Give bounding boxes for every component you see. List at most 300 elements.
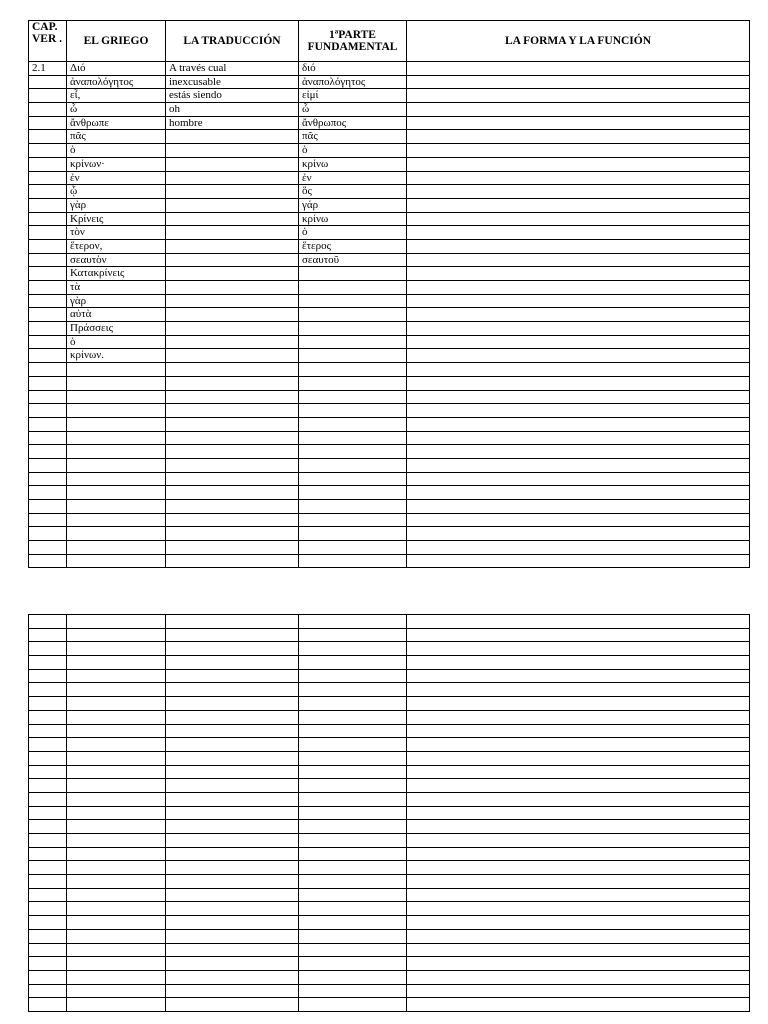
cell-el-griego: Διό — [67, 62, 166, 76]
cell-parte-fundamental — [299, 888, 407, 902]
cell-el-griego — [67, 820, 166, 834]
cell-forma-funcion — [407, 212, 750, 226]
table-row — [29, 998, 750, 1012]
cell-cap-ver — [29, 322, 67, 336]
cell-el-griego: γὰρ — [67, 294, 166, 308]
cell-forma-funcion — [407, 792, 750, 806]
table-row — [29, 916, 750, 930]
table-row — [29, 943, 750, 957]
header-forma-funcion: LA FORMA Y LA FUNCIÓN — [407, 21, 750, 62]
cell-cap-ver — [29, 116, 67, 130]
cell-forma-funcion — [407, 89, 750, 103]
table-row — [29, 554, 750, 568]
cell-la-traduccion — [166, 335, 299, 349]
table-row — [29, 431, 750, 445]
cell-la-traduccion — [166, 212, 299, 226]
cell-cap-ver — [29, 929, 67, 943]
cell-cap-ver — [29, 697, 67, 711]
cell-la-traduccion: estás siendo — [166, 89, 299, 103]
cell-forma-funcion — [407, 500, 750, 514]
cell-parte-fundamental — [299, 458, 407, 472]
cell-el-griego — [67, 929, 166, 943]
cell-parte-fundamental: ὅς — [299, 185, 407, 199]
cell-el-griego — [67, 765, 166, 779]
cell-forma-funcion — [407, 541, 750, 555]
cell-parte-fundamental — [299, 628, 407, 642]
cell-la-traduccion — [166, 792, 299, 806]
table-row — [29, 404, 750, 418]
cell-la-traduccion — [166, 738, 299, 752]
cell-el-griego — [67, 792, 166, 806]
cell-la-traduccion — [166, 820, 299, 834]
cell-parte-fundamental — [299, 779, 407, 793]
cell-el-griego: αὐτὰ — [67, 308, 166, 322]
cell-el-griego — [67, 669, 166, 683]
cell-el-griego — [67, 751, 166, 765]
cell-forma-funcion — [407, 349, 750, 363]
cell-el-griego — [67, 970, 166, 984]
cell-forma-funcion — [407, 943, 750, 957]
cell-cap-ver — [29, 875, 67, 889]
cell-parte-fundamental — [299, 916, 407, 930]
cell-parte-fundamental — [299, 335, 407, 349]
cell-forma-funcion — [407, 642, 750, 656]
cell-cap-ver — [29, 806, 67, 820]
table-row — [29, 75, 750, 89]
cell-el-griego — [67, 486, 166, 500]
cell-cap-ver — [29, 212, 67, 226]
cell-el-griego — [67, 363, 166, 377]
cell-el-griego: ἀναπολόγητος — [67, 75, 166, 89]
cell-cap-ver — [29, 130, 67, 144]
cell-cap-ver — [29, 861, 67, 875]
cell-el-griego: ἕτερον, — [67, 239, 166, 253]
cell-forma-funcion — [407, 957, 750, 971]
cell-parte-fundamental — [299, 820, 407, 834]
cell-cap-ver — [29, 226, 67, 240]
cell-el-griego — [67, 390, 166, 404]
cell-cap-ver — [29, 445, 67, 459]
cell-la-traduccion — [166, 751, 299, 765]
cell-cap-ver — [29, 198, 67, 212]
cell-parte-fundamental: πᾶς — [299, 130, 407, 144]
cell-forma-funcion — [407, 226, 750, 240]
cell-cap-ver — [29, 820, 67, 834]
cell-el-griego — [67, 724, 166, 738]
cell-cap-ver — [29, 294, 67, 308]
cell-parte-fundamental: ὦ — [299, 103, 407, 117]
cell-el-griego: ὁ — [67, 335, 166, 349]
cell-la-traduccion — [166, 957, 299, 971]
cell-la-traduccion — [166, 628, 299, 642]
cell-cap-ver — [29, 834, 67, 848]
cell-forma-funcion — [407, 417, 750, 431]
table-row — [29, 806, 750, 820]
table-row — [29, 198, 750, 212]
cell-parte-fundamental — [299, 554, 407, 568]
table-row — [29, 628, 750, 642]
cell-la-traduccion — [166, 185, 299, 199]
cell-cap-ver — [29, 89, 67, 103]
cell-forma-funcion — [407, 62, 750, 76]
cell-el-griego — [67, 710, 166, 724]
cell-el-griego — [67, 998, 166, 1012]
continuation-table — [28, 614, 750, 1012]
table-row — [29, 363, 750, 377]
table-row — [29, 710, 750, 724]
cell-el-griego: ἐν — [67, 171, 166, 185]
table-row — [29, 253, 750, 267]
cell-cap-ver — [29, 349, 67, 363]
cell-forma-funcion — [407, 765, 750, 779]
cell-cap-ver — [29, 390, 67, 404]
cell-parte-fundamental: κρίνω — [299, 157, 407, 171]
table-row — [29, 294, 750, 308]
vocabulary-table — [28, 20, 750, 568]
cell-cap-ver — [29, 431, 67, 445]
cell-el-griego — [67, 984, 166, 998]
cell-parte-fundamental — [299, 349, 407, 363]
table-row — [29, 226, 750, 240]
table-row — [29, 267, 750, 281]
cell-forma-funcion — [407, 486, 750, 500]
cell-la-traduccion — [166, 779, 299, 793]
cell-forma-funcion — [407, 669, 750, 683]
table-row — [29, 390, 750, 404]
cell-parte-fundamental — [299, 376, 407, 390]
cell-forma-funcion — [407, 253, 750, 267]
cell-el-griego — [67, 554, 166, 568]
cell-cap-ver — [29, 376, 67, 390]
cell-la-traduccion — [166, 929, 299, 943]
cell-parte-fundamental: γάρ — [299, 198, 407, 212]
cell-parte-fundamental — [299, 322, 407, 336]
cell-el-griego: πᾶς — [67, 130, 166, 144]
table-row — [29, 157, 750, 171]
cell-forma-funcion — [407, 404, 750, 418]
cell-cap-ver — [29, 185, 67, 199]
cell-forma-funcion — [407, 710, 750, 724]
cell-cap-ver — [29, 738, 67, 752]
cell-cap-ver — [29, 916, 67, 930]
table-row — [29, 445, 750, 459]
table-row — [29, 472, 750, 486]
cell-parte-fundamental: ἕτερος — [299, 239, 407, 253]
cell-el-griego — [67, 834, 166, 848]
cell-cap-ver — [29, 888, 67, 902]
cell-cap-ver — [29, 267, 67, 281]
cell-la-traduccion — [166, 943, 299, 957]
cell-la-traduccion — [166, 834, 299, 848]
cell-parte-fundamental: κρίνω — [299, 212, 407, 226]
cell-parte-fundamental: σεαυτοῦ — [299, 253, 407, 267]
cell-parte-fundamental — [299, 281, 407, 295]
table-row — [29, 779, 750, 793]
cell-la-traduccion — [166, 554, 299, 568]
cell-forma-funcion — [407, 157, 750, 171]
table-row — [29, 239, 750, 253]
cell-parte-fundamental — [299, 683, 407, 697]
cell-el-griego — [67, 376, 166, 390]
cell-parte-fundamental: ἄνθρωπος — [299, 116, 407, 130]
cell-forma-funcion — [407, 615, 750, 629]
cell-la-traduccion — [166, 500, 299, 514]
table-row — [29, 185, 750, 199]
cell-cap-ver — [29, 683, 67, 697]
cell-cap-ver — [29, 724, 67, 738]
table-row — [29, 322, 750, 336]
cell-forma-funcion — [407, 834, 750, 848]
table-row — [29, 847, 750, 861]
cell-parte-fundamental — [299, 710, 407, 724]
table-row — [29, 738, 750, 752]
cell-cap-ver — [29, 171, 67, 185]
cell-parte-fundamental — [299, 697, 407, 711]
cell-forma-funcion — [407, 376, 750, 390]
cell-el-griego — [67, 697, 166, 711]
cell-parte-fundamental — [299, 642, 407, 656]
cell-forma-funcion — [407, 472, 750, 486]
cell-la-traduccion — [166, 198, 299, 212]
cell-forma-funcion — [407, 751, 750, 765]
cell-el-griego: τὰ — [67, 281, 166, 295]
cell-cap-ver — [29, 308, 67, 322]
cell-el-griego: ὁ — [67, 144, 166, 158]
cell-parte-fundamental — [299, 957, 407, 971]
cell-la-traduccion — [166, 445, 299, 459]
cell-cap-ver — [29, 335, 67, 349]
cell-el-griego: Κατακρίνεις — [67, 267, 166, 281]
cell-parte-fundamental — [299, 656, 407, 670]
cell-la-traduccion — [166, 902, 299, 916]
cell-la-traduccion — [166, 404, 299, 418]
table-row — [29, 349, 750, 363]
cell-cap-ver — [29, 363, 67, 377]
cell-parte-fundamental — [299, 472, 407, 486]
cell-la-traduccion — [166, 281, 299, 295]
cell-el-griego — [67, 875, 166, 889]
cell-forma-funcion — [407, 198, 750, 212]
cell-el-griego: κρίνων· — [67, 157, 166, 171]
cell-el-griego: σεαυτὸν — [67, 253, 166, 267]
cell-parte-fundamental — [299, 902, 407, 916]
cell-cap-ver — [29, 902, 67, 916]
table-row — [29, 308, 750, 322]
cell-forma-funcion — [407, 239, 750, 253]
table-row — [29, 103, 750, 117]
cell-parte-fundamental — [299, 445, 407, 459]
table-row — [29, 902, 750, 916]
cell-forma-funcion — [407, 281, 750, 295]
table-row — [29, 116, 750, 130]
cell-parte-fundamental — [299, 929, 407, 943]
cell-parte-fundamental — [299, 431, 407, 445]
cell-forma-funcion — [407, 363, 750, 377]
cell-forma-funcion — [407, 697, 750, 711]
cell-el-griego: γὰρ — [67, 198, 166, 212]
cell-el-griego — [67, 902, 166, 916]
cell-el-griego — [67, 642, 166, 656]
cell-cap-ver — [29, 751, 67, 765]
cell-cap-ver — [29, 628, 67, 642]
cell-parte-fundamental — [299, 527, 407, 541]
cell-la-traduccion — [166, 984, 299, 998]
cell-el-griego — [67, 500, 166, 514]
table-row — [29, 834, 750, 848]
cell-el-griego — [67, 431, 166, 445]
table-row — [29, 500, 750, 514]
table-row — [29, 417, 750, 431]
cell-cap-ver — [29, 527, 67, 541]
cell-la-traduccion — [166, 486, 299, 500]
table-row — [29, 89, 750, 103]
cell-cap-ver — [29, 943, 67, 957]
cell-parte-fundamental — [299, 861, 407, 875]
cell-el-griego — [67, 417, 166, 431]
cell-cap-ver — [29, 957, 67, 971]
cell-parte-fundamental — [299, 765, 407, 779]
cell-forma-funcion — [407, 916, 750, 930]
cell-el-griego: ὦ — [67, 103, 166, 117]
cell-parte-fundamental — [299, 847, 407, 861]
cell-forma-funcion — [407, 335, 750, 349]
cell-el-griego — [67, 513, 166, 527]
cell-cap-ver — [29, 103, 67, 117]
header-cap-ver: CAP. VER . — [29, 21, 67, 62]
cell-la-traduccion — [166, 847, 299, 861]
cell-forma-funcion — [407, 322, 750, 336]
table-row — [29, 957, 750, 971]
table-row — [29, 527, 750, 541]
cell-cap-ver — [29, 847, 67, 861]
cell-parte-fundamental — [299, 294, 407, 308]
cell-parte-fundamental — [299, 724, 407, 738]
cell-parte-fundamental — [299, 984, 407, 998]
cell-el-griego — [67, 527, 166, 541]
table-row — [29, 751, 750, 765]
cell-parte-fundamental — [299, 970, 407, 984]
cell-forma-funcion — [407, 445, 750, 459]
cell-cap-ver — [29, 669, 67, 683]
cell-el-griego — [67, 957, 166, 971]
cell-parte-fundamental — [299, 390, 407, 404]
cell-la-traduccion — [166, 417, 299, 431]
cell-la-traduccion — [166, 513, 299, 527]
cell-parte-fundamental — [299, 943, 407, 957]
cell-el-griego: κρίνων. — [67, 349, 166, 363]
table-row — [29, 792, 750, 806]
cell-el-griego: ᾧ — [67, 185, 166, 199]
cell-forma-funcion — [407, 513, 750, 527]
cell-cap-ver — [29, 642, 67, 656]
cell-forma-funcion — [407, 103, 750, 117]
table-row — [29, 513, 750, 527]
cell-forma-funcion — [407, 294, 750, 308]
cell-cap-ver — [29, 239, 67, 253]
cell-forma-funcion — [407, 527, 750, 541]
cell-cap-ver — [29, 984, 67, 998]
cell-forma-funcion — [407, 267, 750, 281]
cell-parte-fundamental: ὁ — [299, 144, 407, 158]
cell-la-traduccion — [166, 710, 299, 724]
cell-el-griego — [67, 458, 166, 472]
table-row — [29, 765, 750, 779]
cell-forma-funcion — [407, 185, 750, 199]
cell-parte-fundamental: ὁ — [299, 226, 407, 240]
cell-forma-funcion — [407, 875, 750, 889]
cell-la-traduccion — [166, 697, 299, 711]
cell-la-traduccion — [166, 998, 299, 1012]
cell-parte-fundamental: ἐν — [299, 171, 407, 185]
cell-cap-ver — [29, 281, 67, 295]
header-row — [29, 21, 750, 62]
table-row — [29, 970, 750, 984]
cell-la-traduccion — [166, 171, 299, 185]
cell-parte-fundamental — [299, 998, 407, 1012]
cell-la-traduccion: A través cual — [166, 62, 299, 76]
cell-la-traduccion — [166, 226, 299, 240]
cell-parte-fundamental: διό — [299, 62, 407, 76]
cell-cap-ver — [29, 970, 67, 984]
cell-la-traduccion — [166, 656, 299, 670]
cell-parte-fundamental — [299, 834, 407, 848]
cell-forma-funcion — [407, 861, 750, 875]
cell-forma-funcion — [407, 75, 750, 89]
cell-parte-fundamental — [299, 308, 407, 322]
table-row — [29, 875, 750, 889]
cell-el-griego — [67, 943, 166, 957]
cell-cap-ver — [29, 765, 67, 779]
cell-la-traduccion — [166, 888, 299, 902]
table-row — [29, 820, 750, 834]
table-row — [29, 130, 750, 144]
cell-la-traduccion — [166, 390, 299, 404]
cell-la-traduccion — [166, 376, 299, 390]
cell-el-griego — [67, 472, 166, 486]
cell-parte-fundamental — [299, 541, 407, 555]
table-row — [29, 376, 750, 390]
cell-forma-funcion — [407, 738, 750, 752]
cell-la-traduccion — [166, 239, 299, 253]
cell-cap-ver — [29, 253, 67, 267]
cell-la-traduccion: inexcusable — [166, 75, 299, 89]
cell-forma-funcion — [407, 628, 750, 642]
cell-forma-funcion — [407, 308, 750, 322]
cell-parte-fundamental — [299, 500, 407, 514]
cell-cap-ver — [29, 75, 67, 89]
table-row — [29, 984, 750, 998]
table-row — [29, 683, 750, 697]
cell-la-traduccion — [166, 861, 299, 875]
cell-la-traduccion — [166, 308, 299, 322]
cell-forma-funcion — [407, 390, 750, 404]
table-row — [29, 541, 750, 555]
cell-cap-ver: 2.1 — [29, 62, 67, 76]
cell-parte-fundamental — [299, 513, 407, 527]
cell-parte-fundamental — [299, 751, 407, 765]
cell-forma-funcion — [407, 458, 750, 472]
cell-parte-fundamental — [299, 738, 407, 752]
cell-la-traduccion: hombre — [166, 116, 299, 130]
cell-el-griego — [67, 779, 166, 793]
cell-la-traduccion — [166, 970, 299, 984]
cell-parte-fundamental — [299, 404, 407, 418]
cell-forma-funcion — [407, 970, 750, 984]
cell-forma-funcion — [407, 779, 750, 793]
cell-cap-ver — [29, 404, 67, 418]
table-row — [29, 697, 750, 711]
cell-la-traduccion — [166, 144, 299, 158]
